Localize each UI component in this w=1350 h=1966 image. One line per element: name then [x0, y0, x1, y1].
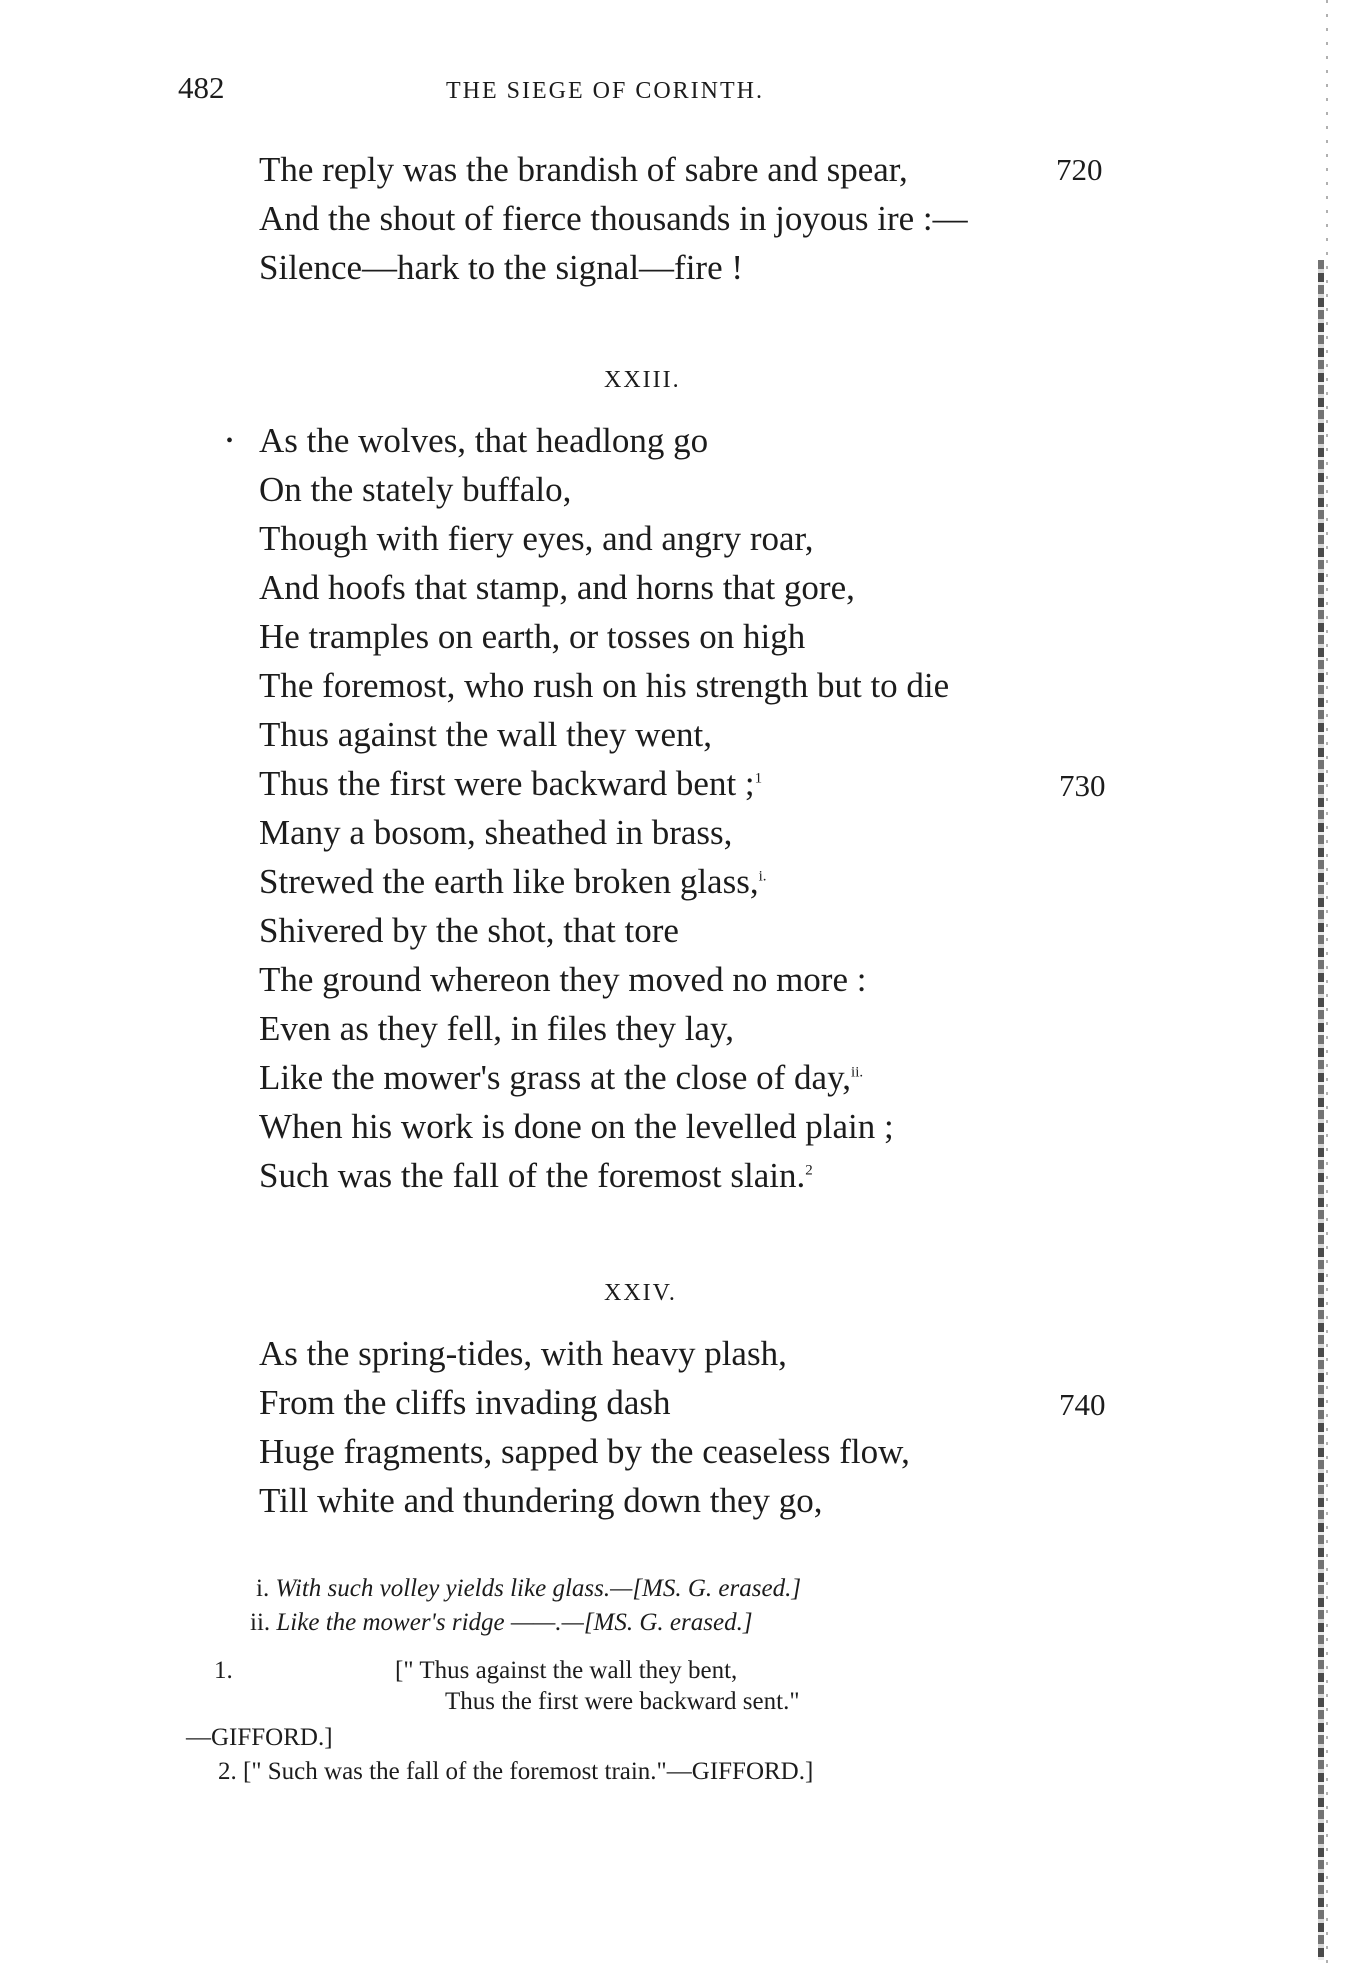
variant-note-label: ii. — [250, 1609, 271, 1636]
verse-line: Though with fiery eyes, and angry roar, — [259, 519, 814, 558]
verse-line: On the stately buffalo, — [259, 470, 572, 509]
variant-note-i — [256, 1575, 801, 1603]
margin-mark: • — [226, 430, 234, 452]
verse-line — [259, 1151, 813, 1200]
footnote-1-line2: Thus the first were backward sent." — [445, 1688, 800, 1715]
running-title: THE SIEGE OF CORINTH. — [446, 78, 764, 104]
variant-note-text: Like the mower's ridge ——.—[MS. G. erased.] — [276, 1609, 753, 1636]
footnote-1-attribution: —GIFFORD.] — [186, 1724, 333, 1751]
verse-line: Shivered by the shot, that tore — [259, 911, 679, 950]
verse-line: As the wolves, that headlong go — [259, 421, 709, 460]
variant-note-label: i. — [256, 1575, 270, 1602]
verse-line-text: Like the mower's grass at the close of day, — [259, 1058, 852, 1097]
variant-ref-ii: ii. — [851, 1064, 864, 1081]
variant-ref-i: i. — [758, 868, 767, 885]
verse-line: When his work is done on the levelled plain ; — [259, 1107, 894, 1146]
verse-line: The reply was the brandish of sabre and spear, — [259, 150, 908, 189]
line-number-730: 730 — [1059, 768, 1106, 803]
variant-note-ii — [250, 1609, 753, 1637]
line-number-740: 740 — [1059, 1387, 1106, 1422]
verse-line: Many a bosom, sheathed in brass, — [259, 813, 733, 852]
verse-line — [259, 1053, 863, 1102]
footnote-1-line1: [" Thus against the wall they bent, — [395, 1657, 738, 1684]
footnote-ref-2: 2 — [805, 1162, 813, 1179]
line-number-720: 720 — [1056, 152, 1103, 187]
verse-line: Thus against the wall they went, — [259, 715, 712, 754]
verse-line-text: Strewed the earth like broken glass, — [259, 862, 759, 901]
footnote-ref-1: 1 — [754, 770, 763, 787]
footnote-1-label: 1. — [214, 1657, 233, 1684]
verse-line: He tramples on earth, or tosses on high — [259, 617, 806, 656]
verse-line: Till white and thundering down they go, — [259, 1481, 823, 1520]
variant-note-text: With such volley yields like glass.—[MS. G. erased.] — [275, 1575, 802, 1602]
verse-line: Huge fragments, sapped by the ceaseless flow, — [259, 1432, 910, 1471]
footnote-2-label: 2. — [218, 1758, 237, 1785]
verse-line: Even as they fell, in files they lay, — [259, 1009, 734, 1048]
verse-line: And the shout of fierce thousands in joyous ire :— — [259, 199, 968, 238]
verse-line — [259, 759, 762, 808]
verse-line-text: Thus the first were backward bent ; — [259, 764, 755, 803]
verse-line: The ground whereon they moved no more : — [259, 960, 867, 999]
footnote-2-text: [" Such was the fall of the foremost train."—GIFFORD.] — [243, 1758, 814, 1785]
page-edge-specks — [1326, 0, 1328, 1966]
footnote-2 — [218, 1758, 813, 1786]
verse-line: From the cliffs invading dash — [259, 1383, 671, 1422]
page-edge-shadow — [1318, 260, 1324, 1960]
verse-line — [259, 857, 767, 906]
section-heading-xxiv: XXIV. — [604, 1280, 677, 1306]
verse-line: And hoofs that stamp, and horns that gore, — [259, 568, 855, 607]
verse-line: The foremost, who rush on his strength but to die — [259, 666, 950, 705]
verse-line: As the spring-tides, with heavy plash, — [259, 1334, 787, 1373]
verse-line: Silence—hark to the signal—fire ! — [259, 248, 744, 287]
verse-line-text: Such was the fall of the foremost slain. — [259, 1156, 806, 1195]
section-heading-xxiii: XXIII. — [604, 367, 681, 393]
page-number: 482 — [178, 70, 225, 105]
